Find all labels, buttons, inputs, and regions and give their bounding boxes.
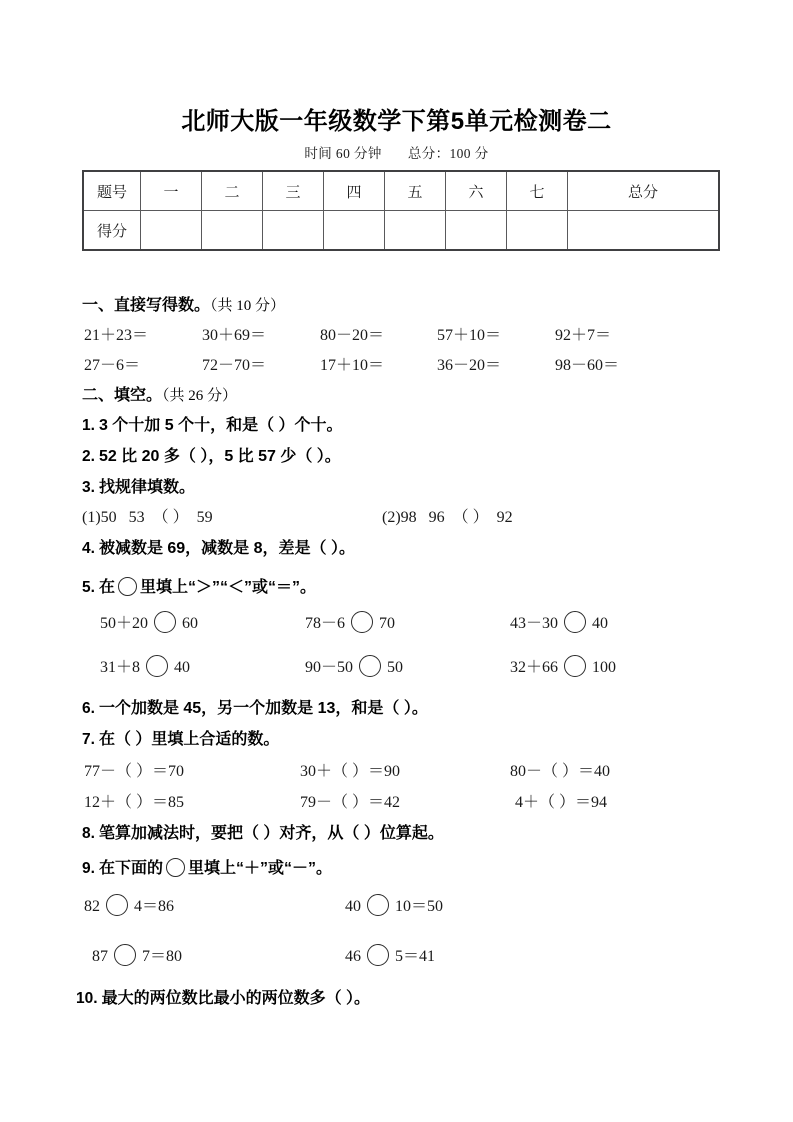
question-number: 7. [82, 731, 95, 748]
question-2-4 [82, 535, 355, 558]
seq-value: 98 [400, 509, 417, 526]
question-2-9-item-2 [345, 893, 443, 916]
question-2-7-item-3[interactable]: 80－（ ）＝40 [510, 763, 611, 780]
problem-1-10: 98－60＝ [555, 357, 620, 374]
table-header-cell-total: 总分 [568, 171, 720, 211]
table-header-cell: 一 [141, 171, 202, 211]
question-text: 一个加数是 45，另一个加数是 13，和是（ ）。 [98, 700, 428, 717]
total-points-label: 总分：100 分 [407, 146, 489, 161]
table-row-scores [83, 211, 719, 251]
circle-blank-icon[interactable] [146, 655, 168, 677]
seq-value: 53 [128, 509, 145, 526]
exam-meta [0, 142, 793, 162]
question-text: 被减数是 69，减数是 8，差是（ ）。 [98, 540, 355, 557]
score-cell[interactable] [385, 211, 446, 251]
page-title: 北师大版一年级数学下第5单元检测卷二 [181, 108, 612, 135]
left-value: 82 [84, 898, 100, 915]
question-2-6 [82, 695, 428, 718]
right-value: 40 [592, 615, 609, 632]
question-number: 1. [82, 417, 95, 434]
problem-1-3: 80－20＝ [320, 327, 385, 344]
question-number: 6. [82, 700, 95, 717]
question-2-5-item-1 [100, 610, 198, 633]
score-cell-total[interactable] [568, 211, 720, 251]
left-value: 40 [345, 898, 361, 915]
score-cell[interactable] [324, 211, 385, 251]
right-expression: 5＝41 [395, 948, 436, 965]
question-2-3-part-2 [382, 504, 513, 527]
question-2-9-item-4 [345, 943, 435, 966]
right-value: 60 [182, 615, 199, 632]
right-expression: 10＝50 [395, 898, 444, 915]
time-label: 时间 60 分钟 [304, 146, 382, 161]
table-header-cell: 二 [202, 171, 263, 211]
question-2-8 [82, 820, 444, 843]
problem-1-1: 21＋23＝ [84, 327, 149, 344]
circle-blank-icon[interactable] [351, 611, 373, 633]
right-expression: 7＝80 [142, 948, 183, 965]
right-value: 50 [387, 659, 404, 676]
question-2-7-item-5[interactable]: 79－（ ）＝42 [300, 794, 401, 811]
circle-blank-icon[interactable] [114, 944, 136, 966]
question-text: 找规律填数。 [98, 479, 195, 496]
problem-1-6: 27－6＝ [84, 357, 141, 374]
right-expression: 4＝86 [134, 898, 175, 915]
section-2-title: 二、填空。 [82, 387, 163, 404]
right-value: 70 [379, 615, 396, 632]
question-text: 52 比 20 多（ ），5 比 57 少（ ）。 [98, 448, 341, 465]
left-expression: 90－50 [305, 659, 354, 676]
question-number: 3. [82, 479, 95, 496]
seq-value: 96 [428, 509, 445, 526]
question-number: 2. [82, 448, 95, 465]
question-2-5 [82, 574, 316, 597]
table-header-cell: 五 [385, 171, 446, 211]
left-expression: 78－6 [305, 615, 346, 632]
left-expression: 32＋66 [510, 659, 559, 676]
question-text-prefix: 在下面的 [98, 860, 163, 877]
right-value: 100 [592, 659, 617, 676]
question-2-3 [82, 474, 195, 497]
question-text-prefix: 在 [98, 579, 115, 596]
question-text: 笔算加减法时，要把（ ）对齐，从（ ）位算起。 [98, 825, 444, 842]
score-cell[interactable] [263, 211, 324, 251]
seq-value: 92 [496, 509, 513, 526]
question-2-9-item-1 [84, 893, 174, 916]
question-2-5-item-6 [510, 654, 616, 677]
score-table [82, 170, 720, 251]
section-2-points: （共 26 分） [162, 388, 238, 404]
table-header-cell: 六 [446, 171, 507, 211]
circle-blank-icon[interactable] [118, 577, 137, 596]
question-2-9-item-3 [92, 943, 182, 966]
section-2-heading [82, 382, 237, 405]
problem-1-5: 92＋7＝ [555, 327, 612, 344]
question-2-7-item-1[interactable]: 77－（ ）＝70 [84, 763, 185, 780]
answer-blank[interactable]: （ ） [152, 509, 189, 526]
left-value: 46 [345, 948, 361, 965]
question-2-10 [76, 985, 370, 1008]
seq-value: 50 [100, 509, 117, 526]
question-2-5-item-3 [510, 610, 608, 633]
part-label: (2) [382, 509, 401, 526]
score-cell[interactable] [141, 211, 202, 251]
row-label-score: 得分 [83, 211, 141, 251]
table-header-cell: 七 [507, 171, 568, 211]
question-2-7-item-2[interactable]: 30＋（ ）＝90 [300, 763, 401, 780]
question-2-7-item-4[interactable]: 12＋（ ）＝85 [84, 794, 185, 811]
question-text-suffix: 里填上“＞”“＜”或“＝”。 [139, 579, 316, 596]
problem-1-2: 30＋69＝ [202, 327, 267, 344]
score-cell[interactable] [446, 211, 507, 251]
section-1-points: （共 10 分） [210, 298, 286, 314]
question-2-7 [82, 726, 279, 749]
question-2-5-item-5 [305, 654, 403, 677]
problem-1-4: 57＋10＝ [437, 327, 502, 344]
question-number: 8. [82, 825, 95, 842]
question-2-3-part-1 [82, 504, 213, 527]
circle-blank-icon[interactable] [106, 894, 128, 916]
score-cell[interactable] [202, 211, 263, 251]
left-expression: 31＋8 [100, 659, 141, 676]
seq-value: 59 [196, 509, 213, 526]
part-label: (1) [82, 509, 101, 526]
question-text-suffix: 里填上“＋”或“－”。 [187, 860, 332, 877]
circle-blank-icon[interactable] [166, 858, 185, 877]
question-2-2 [82, 443, 341, 466]
circle-blank-icon[interactable] [367, 894, 389, 916]
answer-blank[interactable]: （ ） [452, 509, 489, 526]
right-value: 40 [174, 659, 191, 676]
question-text: 在（ ）里填上合适的数。 [98, 731, 280, 748]
question-text: 最大的两位数比最小的两位数多（ ）。 [101, 990, 371, 1007]
problem-1-9: 36－20＝ [437, 357, 502, 374]
question-2-5-item-4 [100, 654, 190, 677]
question-number: 10. [76, 990, 98, 1007]
question-2-7-item-6[interactable]: 4＋（ ）＝94 [515, 794, 608, 811]
row-label-question-number: 题号 [83, 171, 141, 211]
table-row-question-numbers [83, 171, 719, 211]
section-1-heading [82, 292, 285, 315]
circle-blank-icon[interactable] [154, 611, 176, 633]
question-2-9 [82, 855, 332, 878]
table-header-cell: 三 [263, 171, 324, 211]
left-value: 87 [92, 948, 108, 965]
section-1-title: 一、直接写得数。 [82, 297, 211, 314]
question-text: 3 个十加 5 个十，和是（ ）个十。 [98, 417, 343, 434]
left-expression: 50＋20 [100, 615, 149, 632]
table-header-cell: 四 [324, 171, 385, 211]
left-expression: 43－30 [510, 615, 559, 632]
circle-blank-icon[interactable] [564, 611, 586, 633]
circle-blank-icon[interactable] [564, 655, 586, 677]
circle-blank-icon[interactable] [359, 655, 381, 677]
question-2-5-item-2 [305, 610, 395, 633]
question-number: 9. [82, 860, 95, 877]
problem-1-8: 17＋10＝ [320, 357, 385, 374]
question-2-1 [82, 412, 343, 435]
circle-blank-icon[interactable] [367, 944, 389, 966]
score-cell[interactable] [507, 211, 568, 251]
question-number: 4. [82, 540, 95, 557]
question-number: 5. [82, 579, 95, 596]
problem-1-7: 72－70＝ [202, 357, 267, 374]
